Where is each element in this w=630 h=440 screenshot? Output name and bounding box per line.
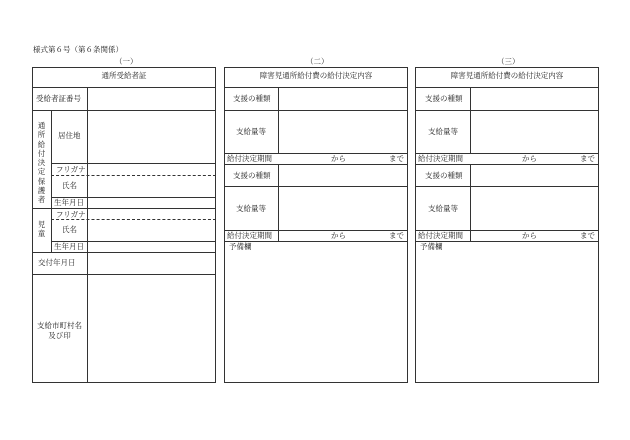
panel2-to: まで xyxy=(389,154,404,163)
panel3-amount-label: 支給量等 xyxy=(428,127,458,136)
recipient-number-label: 受給者証番号 xyxy=(36,94,81,103)
panel3-title: 障害児通所給付費の給付決定内容 xyxy=(450,71,564,80)
panel3-period-label-2: 給付決定期間 xyxy=(418,231,463,240)
panel2-period-label: 給付決定期間 xyxy=(227,154,272,163)
panel3-support-type-label: 支援の種類 xyxy=(425,94,463,103)
panel2-from: から xyxy=(331,154,346,163)
form-title: 様式第６号（第６条関係） xyxy=(33,45,123,54)
address-label: 居住地 xyxy=(58,131,81,140)
panel2-reserve-label: 予備欄 xyxy=(229,242,252,251)
panel1-number: （一） xyxy=(115,57,138,66)
panel3-from-2: から xyxy=(522,231,537,240)
municipality-label-2: 及び印 xyxy=(48,331,71,340)
child-name-label: 氏名 xyxy=(62,225,77,234)
panel2-period-label-2: 給付決定期間 xyxy=(227,231,272,240)
panel2-support-type-label: 支援の種類 xyxy=(233,94,271,103)
panel3-number: （三） xyxy=(497,57,520,66)
child-furigana-label: フリガナ xyxy=(56,210,86,219)
birthdate-label: 生年月日 xyxy=(54,198,84,207)
panel3-frame xyxy=(415,67,599,383)
name-label: 氏名 xyxy=(62,181,77,190)
child-label: 児童 xyxy=(37,220,46,239)
panel2-amount-label-2: 支給量等 xyxy=(236,204,266,213)
panel2-title: 障害児通所給付費の給付決定内容 xyxy=(259,71,373,80)
panel3-period-label: 給付決定期間 xyxy=(418,154,463,163)
panel2-amount-label: 支給量等 xyxy=(236,127,266,136)
panel2-to-2: まで xyxy=(389,231,404,240)
panel3-support-type-label-2: 支援の種類 xyxy=(425,171,463,180)
panel2-frame xyxy=(224,67,408,383)
panel2-support-type-label-2: 支援の種類 xyxy=(233,171,271,180)
panel3-to-2: まで xyxy=(580,231,595,240)
issue-date-label: 交付年月日 xyxy=(38,258,76,267)
decision-guardian-label: 通所給付決定保護者 xyxy=(37,121,46,205)
panel3-reserve-label: 予備欄 xyxy=(420,242,443,251)
panel2-from-2: から xyxy=(331,231,346,240)
panel2-number: （二） xyxy=(306,57,329,66)
panel1-title: 通所受給者証 xyxy=(101,71,147,80)
child-birthdate-label: 生年月日 xyxy=(54,242,84,251)
municipality-label-1: 支給市町村名 xyxy=(37,321,82,330)
panel3-to: まで xyxy=(580,154,595,163)
panel3-amount-label-2: 支給量等 xyxy=(428,204,458,213)
panel3-from: から xyxy=(522,154,537,163)
furigana-label: フリガナ xyxy=(56,165,86,174)
